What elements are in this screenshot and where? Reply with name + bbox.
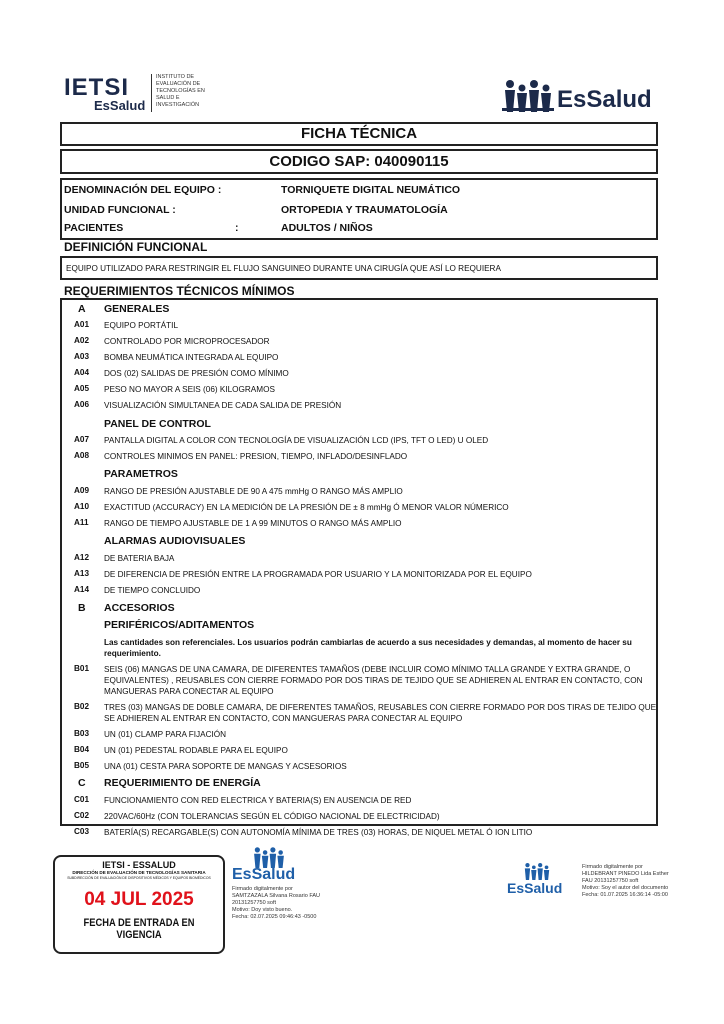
item-text: PESO NO MAYOR A SEIS (06) KILOGRAMOS bbox=[104, 385, 275, 394]
signature-line: SAMTZAZALA Silvana Rosario FAU bbox=[232, 893, 321, 899]
item-text: EQUIPO PORTÁTIL bbox=[104, 321, 179, 330]
ietsi-logo-main: IETSI bbox=[64, 74, 130, 101]
requerimientos-heading: REQUERIMIENTOS TÉCNICOS MÍNIMOS bbox=[64, 284, 295, 298]
signature-line: FAU 20131257750 soft bbox=[582, 878, 639, 884]
info-label-pacientes: PACIENTES bbox=[64, 222, 124, 234]
validity-stamp bbox=[53, 855, 225, 954]
item-code: B05 bbox=[74, 761, 90, 770]
item-code: A08 bbox=[74, 451, 90, 460]
item-text: PANTALLA DIGITAL A COLOR CON TECNOLOGÍA DE VISUALIZACIÓN LCD (IPS, TFT O LED) U OLED bbox=[104, 436, 489, 445]
section-b-letter: B bbox=[78, 602, 86, 614]
item-code: C02 bbox=[74, 811, 90, 820]
item-code: B02 bbox=[74, 702, 90, 711]
item-text: UN (01) PEDESTAL RODABLE PARA EL EQUIPO bbox=[104, 746, 288, 755]
signature-line: INSTITUTO DE bbox=[156, 74, 195, 80]
ietsi-logo bbox=[64, 74, 214, 114]
signature-line: Motivo: Soy el autor del documento bbox=[582, 885, 669, 891]
essalud-header-logo bbox=[502, 78, 662, 118]
item-code: A03 bbox=[74, 352, 90, 361]
item-text: DE BATERIA BAJA bbox=[104, 554, 175, 563]
stamp-footer: FECHA DE ENTRADA EN VIGENCIA bbox=[83, 917, 195, 941]
item-code: C01 bbox=[74, 795, 90, 804]
parametros-title: PARAMETROS bbox=[104, 468, 178, 480]
item-code: A10 bbox=[74, 502, 90, 511]
signature-2-details bbox=[582, 864, 712, 899]
signature-line: Firmado digitalmente por bbox=[232, 886, 293, 892]
item-code: B01 bbox=[74, 664, 90, 673]
ietsi-logo-description bbox=[156, 74, 205, 109]
signature-1-details bbox=[232, 886, 362, 921]
item-code: C03 bbox=[74, 827, 90, 836]
item-text: SEIS (06) MANGAS DE UNA CAMARA, DE DIFERENTES TAMAÑOS (DEBE INCLUIR COMO MÍNIMO TALLA GRANDE Y EXTRA GRANDE, O EQUIVALENTES) , REUSABLES CON CIERRE FORMADO POR DOS TIRAS DE TEJIDO QUE SE ADHIEREN AL ENTRAR EN CONTACTO, CON MANGUERAS PARA CONECTAR AL EQUIPO bbox=[104, 665, 643, 696]
item-code: A01 bbox=[74, 320, 90, 329]
signature-line: SALUD E bbox=[156, 95, 180, 101]
item-text: RANGO DE PRESIÓN AJUSTABLE DE 90 A 475 mmHg O RANGO MÁS AMPLIO bbox=[104, 487, 403, 496]
item-text: DE DIFERENCIA DE PRESIÓN ENTRE LA PROGRAMADA POR USUARIO Y LA MONITORIZADA POR EL EQUIPO bbox=[104, 570, 532, 579]
page-title: FICHA TÉCNICA bbox=[300, 125, 418, 142]
item-code: B04 bbox=[74, 745, 90, 754]
perifericos-title: PERIFÉRICOS/ADITAMENTOS bbox=[104, 619, 255, 631]
item-code: A11 bbox=[74, 518, 89, 527]
signature-2-logo: EsSalud bbox=[507, 880, 563, 896]
item-text: RANGO DE TIEMPO AJUSTABLE DE 1 A 99 MINUTOS O RANGO MÁS AMPLIO bbox=[104, 519, 402, 528]
item-text: UNA (01) CESTA PARA SOPORTE DE MANGAS Y ACSESORIOS bbox=[104, 762, 347, 771]
section-b-title: ACCESORIOS bbox=[104, 602, 175, 614]
item-text: DE TIEMPO CONCLUIDO bbox=[104, 586, 201, 595]
info-value-denominacion: TORNIQUETE DIGITAL NEUMÁTICO bbox=[281, 184, 461, 196]
perifericos-note: Las cantidades son referenciales. Los usuarios podrán cambiarlas de acuerdo a sus necesidades y demandas, al momento de hacer su requerimiento. bbox=[104, 638, 632, 658]
item-code: A07 bbox=[74, 435, 90, 444]
signature-line: Fecha: 01.07.2025 16:36:14 -05:00 bbox=[582, 892, 668, 898]
definicion-box bbox=[60, 256, 658, 280]
signature-line: INVESTIGACIÓN bbox=[156, 102, 200, 108]
section-a-title: GENERALES bbox=[104, 303, 170, 315]
item-text: TRES (03) MANGAS DE DOBLE CAMARA, DE DIFERENTES TAMAÑOS, REUSABLES CON CIERRE FORMADO POR DOS TIRAS DE TEJIDO QUE SE ADHIEREN AL ENTRAR EN CONTACTO, CON MANGUERAS PARA CONECTAR AL EQUIPO bbox=[104, 703, 657, 723]
stamp-subdirection: SUBDIRECCIÓN DE EVALUACIÓN DE DISPOSITIVOS MÉDICOS Y EQUIPOS BIOMÉDICOS bbox=[67, 876, 211, 880]
sap-code: CODIGO SAP: 040090115 bbox=[269, 153, 449, 170]
info-label-unidad: UNIDAD FUNCIONAL : bbox=[64, 204, 176, 216]
code-box bbox=[60, 149, 658, 174]
people-family-icon bbox=[252, 846, 286, 868]
ietsi-logo-sub: EsSalud bbox=[94, 98, 146, 113]
item-code: B03 bbox=[74, 729, 90, 738]
signature-line: Firmado digitalmente por bbox=[582, 864, 643, 870]
item-text: FUNCIONAMIENTO CON RED ELECTRICA Y BATERIA(S) EN AUSENCIA DE RED bbox=[104, 796, 412, 805]
signature-1-logo: EsSalud bbox=[232, 866, 296, 883]
title-box bbox=[60, 122, 658, 146]
section-c-letter: C bbox=[78, 777, 86, 789]
info-colon-pacientes: : bbox=[235, 222, 239, 234]
stamp-title: IETSI - ESSALUD bbox=[102, 860, 176, 870]
signature-1 bbox=[232, 846, 362, 926]
alarmas-title: ALARMAS AUDIOVISUALES bbox=[104, 535, 246, 547]
item-text: UN (01) CLAMP PARA FIJACIÓN bbox=[104, 730, 227, 739]
item-text: BATERÍA(S) RECARGABLE(S) CON AUTONOMÍA MÍNIMA DE TRES (03) HORAS, DE NIQUEL METAL Ó ION LITIO bbox=[104, 828, 533, 837]
item-code: A06 bbox=[74, 400, 90, 409]
signature-line: 20131257750 soft bbox=[232, 900, 277, 906]
item-text: 220VAC/60Hz (CON TOLERANCIAS SEGÚN EL CÓDIGO NACIONAL DE ELECTRICIDAD) bbox=[104, 812, 440, 821]
stamp-direction: DIRECCIÓN DE EVALUACIÓN DE TECNOLOGÍAS SANITARIA bbox=[72, 870, 206, 875]
signature-line: EVALUACIÓN DE bbox=[156, 81, 201, 87]
item-code: A13 bbox=[74, 569, 90, 578]
definicion-text: EQUIPO UTILIZADO PARA RESTRINGIR EL FLUJO SANGUINEO DURANTE UNA CIRUGÍA QUE ASÍ LO REQUIERA bbox=[66, 264, 501, 273]
section-a-letter: A bbox=[78, 303, 86, 315]
item-text: DOS (02) SALIDAS DE PRESIÓN COMO MÍNIMO bbox=[104, 369, 289, 378]
panel-title: PANEL DE CONTROL bbox=[104, 418, 211, 430]
item-code: A09 bbox=[74, 486, 90, 495]
info-value-pacientes: ADULTOS / NIÑOS bbox=[281, 222, 373, 234]
people-family-icon bbox=[523, 862, 551, 880]
item-text: VISUALIZACIÓN SIMULTANEA DE CADA SALIDA DE PRESIÓN bbox=[104, 401, 342, 410]
definicion-heading: DEFINICIÓN FUNCIONAL bbox=[64, 240, 208, 254]
item-code: A02 bbox=[74, 336, 90, 345]
item-text: BOMBA NEUMÁTICA INTEGRADA AL EQUIPO bbox=[104, 353, 279, 362]
info-value-unidad: ORTOPEDIA Y TRAUMATOLOGÍA bbox=[281, 204, 448, 216]
item-text: CONTROLES MINIMOS EN PANEL: PRESION, TIEMPO, INFLADO/DESINFLADO bbox=[104, 452, 408, 461]
essalud-header-logo-text: EsSalud bbox=[557, 86, 652, 113]
item-code: A04 bbox=[74, 368, 90, 377]
signature-line: Motivo: Doy visto bueno. bbox=[232, 907, 293, 913]
item-code: A05 bbox=[74, 384, 90, 393]
item-code: A12 bbox=[74, 553, 90, 562]
item-text: CONTROLADO POR MICROPROCESADOR bbox=[104, 337, 270, 346]
signature-line: TECNOLOGÍAS EN bbox=[156, 88, 205, 94]
item-code: A14 bbox=[74, 585, 90, 594]
people-family-icon bbox=[502, 78, 554, 112]
signature-line: HILDEBRANT PINEDO Lida Esther bbox=[582, 871, 669, 877]
stamp-date: 04 JUL 2025 bbox=[84, 889, 194, 910]
signature-line: Fecha: 02.07.2025 09:46:43 -0500 bbox=[232, 914, 317, 920]
info-label-denominacion: DENOMINACIÓN DEL EQUIPO : bbox=[64, 184, 222, 196]
item-text: EXACTITUD (ACCURACY) EN LA MEDICIÓN DE LA PRESIÓN DE ± 8 mmHg Ó MENOR VALOR NÚMERICO bbox=[104, 503, 509, 512]
signature-2-logo-block bbox=[507, 862, 577, 902]
section-c-title: REQUERIMIENTO DE ENERGÍA bbox=[104, 777, 261, 789]
